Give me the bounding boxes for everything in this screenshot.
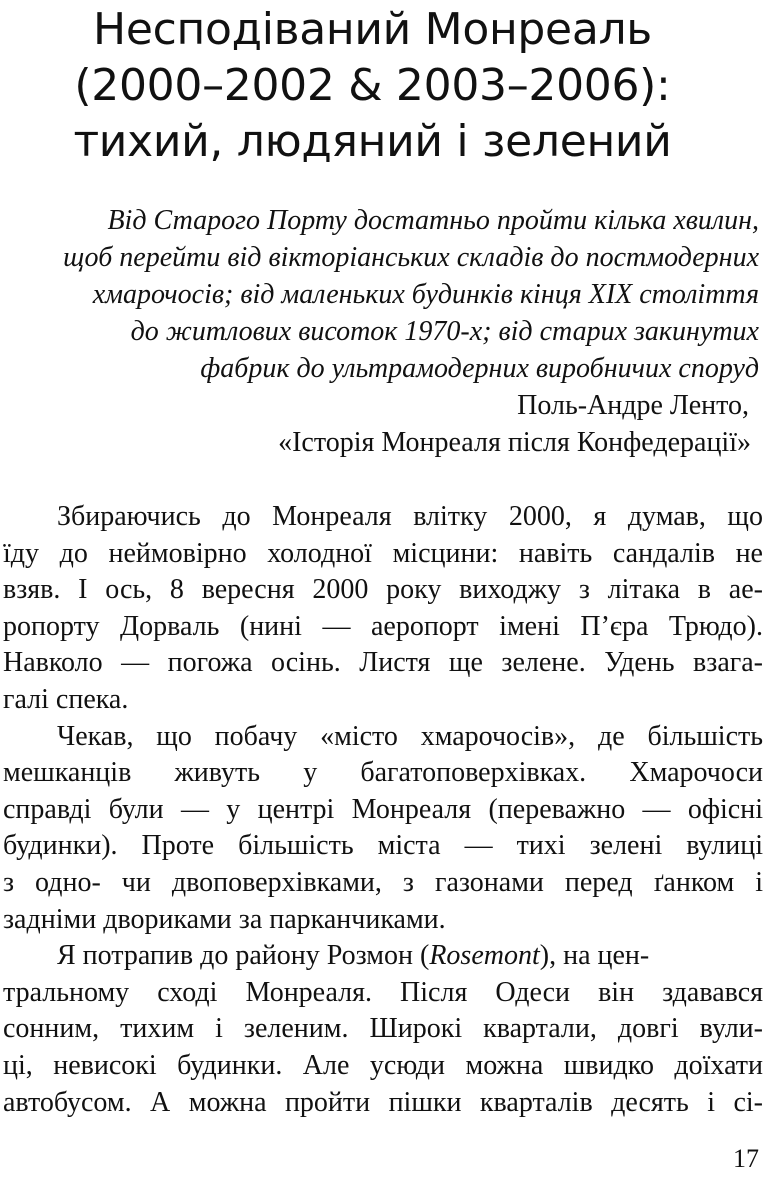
body-text — [3, 499, 763, 1121]
body-line: ці, невисокі будинки. Але усюди можна швидко доїхати — [3, 1049, 763, 1081]
epigraph-author: Поль-Андре Ленто, — [517, 390, 749, 421]
epigraph-line: хмарочосів; від маленьких будинків кінця XIX століття — [92, 279, 759, 310]
body-line: Навколо — погожа осінь. Листя ще зелене. Удень взага- — [3, 647, 763, 679]
body-line-part: ), на цен- — [539, 940, 650, 972]
body-line: сонним, тихим і зеленим. Широкі квартали, довгі вули- — [3, 1013, 763, 1045]
body-line: взяв. І ось, 8 вересня 2000 року виходжу з літака в ае- — [3, 574, 763, 606]
body-line: тральному сході Монреаля. Після Одеси він здавався — [3, 976, 763, 1008]
epigraph-line: щоб перейти від вікторіанських складів до постмодерних — [63, 242, 759, 273]
italic-term: Rosemont — [429, 940, 540, 972]
body-line: галі спека. — [3, 683, 129, 715]
body-line: Чекав, що побачу «місто хмарочосів», де більшість — [57, 720, 763, 752]
body-line: автобусом. А можна пройти пішки кварталів десять і сі- — [3, 1086, 763, 1118]
body-line — [3, 938, 763, 975]
body-line: ропорту Дорваль (нині — аеропорт імені П’єра Трюдо). — [3, 610, 763, 642]
body-line: справді були — у центрі Монреаля (переважно — офісні — [3, 793, 763, 825]
body-line: задніми двориками за парканчиками. — [3, 903, 446, 935]
epigraph-line: фабрик до ультрамодерних виробничих споруд — [200, 353, 759, 384]
body-line-part: Я потрапив до району Розмон ( — [57, 940, 430, 972]
chapter-title-line: Несподіваний Монреаль — [93, 4, 652, 55]
body-line: з одно- чи двоповерхівками, з газонами перед ґанком і — [3, 866, 763, 898]
epigraph-source: «Історія Монреаля після Конфедерації» — [278, 427, 751, 458]
epigraph-line: до житлових висоток 1970-х; від старих закинутих — [130, 316, 759, 347]
chapter-title-line: тихий, людяний і зелений — [73, 116, 672, 167]
chapter-title-line: (2000–2002 & 2003–2006): — [74, 60, 671, 111]
epigraph-line: Від Старого Порту достатньо пройти кілька хвилин, — [107, 205, 759, 236]
body-line: Збираючись до Монреаля влітку 2000, я думав, що — [57, 501, 763, 532]
body-line: їду до неймовірно холодної місцини: навіть сандалів не — [3, 537, 763, 569]
chapter-title — [0, 2, 745, 170]
page-number: 17 — [733, 1144, 759, 1173]
epigraph — [0, 202, 759, 461]
body-line: будинки). Проте більшість міста — тихі зелені вулиці — [3, 830, 763, 862]
body-line: мешканців живуть у багатоповерхівках. Хмарочоси — [3, 757, 763, 789]
